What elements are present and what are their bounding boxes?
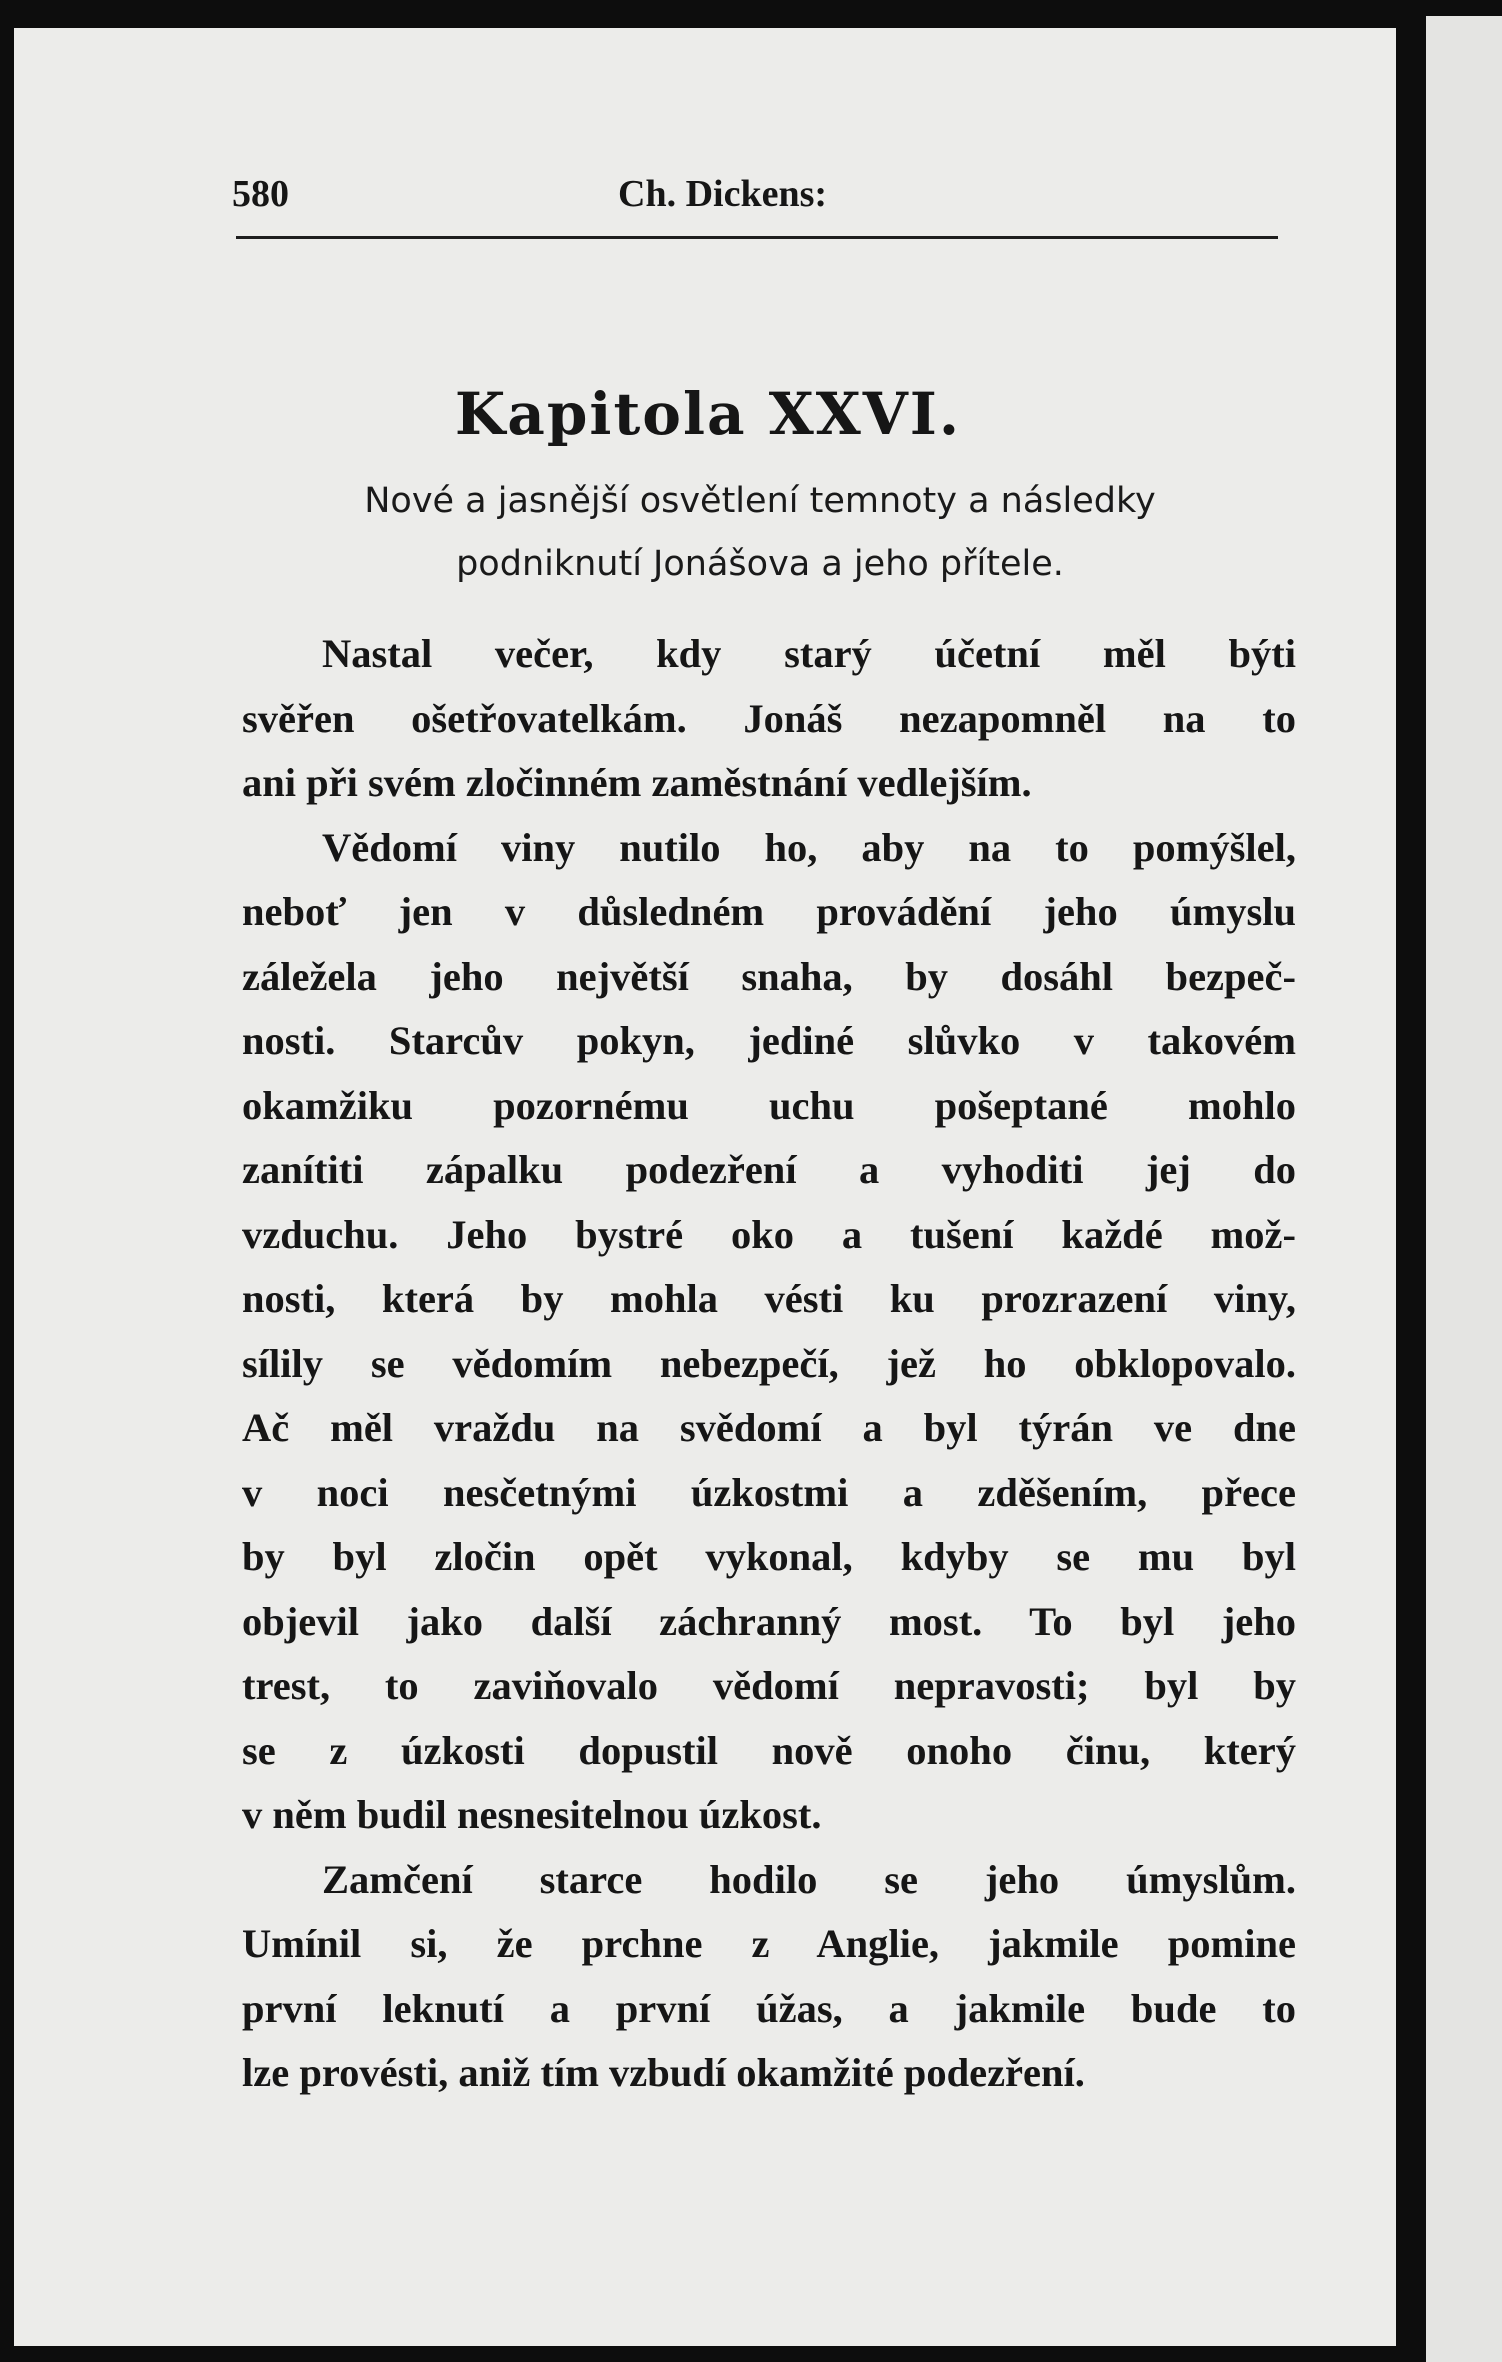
running-head: Ch. Dickens:: [618, 173, 828, 215]
chapter-subtitle-line: Nové a jasnější osvětlení temnoty a následky: [364, 481, 1156, 521]
text-line: první leknutí a první úžas, a jakmile bude to: [242, 1985, 1296, 2031]
paragraph: [242, 816, 1296, 1848]
text-line: ani při svém zločinném zaměstnání vedlejším.: [242, 760, 1032, 805]
page-header: [224, 172, 1278, 232]
text-line: nosti. Starcův pokyn, jediné slůvko v takovém: [242, 1018, 1296, 1063]
chapter-subtitle-line: podniknutí Jonášova a jeho přítele.: [456, 544, 1064, 584]
text-line: neboť jen v důsledném provádění jeho úmyslu: [242, 889, 1296, 934]
text-line: v něm budil nesnesitelnou úzkost.: [242, 1792, 822, 1837]
text-line: se z úzkosti dopustil nově onoho činu, který: [242, 1727, 1296, 1773]
text-line: v noci nesčetnými úzkostmi a zděšením, přece: [242, 1469, 1296, 1515]
text-line: Umínil si, že prchne z Anglie, jakmile pomine: [242, 1921, 1296, 1966]
text-line: lze provésti, aniž tím vzbudí okamžité podezření.: [242, 2050, 1085, 2095]
adjacent-page-edge: [1426, 16, 1502, 2362]
text-line: objevil jako další záchranný most. To byl jeho: [242, 1598, 1296, 1644]
paragraph: [242, 622, 1296, 816]
header-rule: [236, 236, 1278, 239]
text-line: okamžiku pozornému uchu pošeptané mohlo: [242, 1082, 1296, 1128]
text-line: vzduchu. Jeho bystré oko a tušení každé mož-: [242, 1211, 1296, 1257]
chapter-body: [242, 622, 1296, 2106]
text-line: nosti, která by mohla vésti ku prozrazení viny,: [242, 1276, 1296, 1321]
text-line: zanítiti zápalku podezření a vyhoditi jej do: [242, 1147, 1296, 1192]
text-line: trest, to zaviňovalo vědomí nepravosti; byl by: [242, 1663, 1296, 1708]
text-line: sílily se vědomím nebezpečí, jež ho obklopovalo.: [242, 1340, 1296, 1386]
text-line: Ač měl vraždu na svědomí a byl týrán ve dne: [242, 1405, 1296, 1450]
paragraph: [242, 1848, 1296, 2106]
text-line: záležela jeho největší snaha, by dosáhl bezpeč-: [242, 953, 1296, 999]
page-number: 580: [232, 173, 289, 215]
chapter-title: Kapitola XXVI.: [454, 380, 962, 448]
chapter-subtitle: [230, 470, 1290, 596]
text-line: Zamčení starce hodilo se jeho úmyslům.: [322, 1856, 1296, 1902]
text-line: svěřen ošetřovatelkám. Jonáš nezapomněl na to: [242, 695, 1296, 741]
text-line: Nastal večer, kdy starý účetní měl býti: [322, 631, 1296, 676]
text-line: by byl zločin opět vykonal, kdyby se mu byl: [242, 1534, 1296, 1579]
text-line: Vědomí viny nutilo ho, aby na to pomýšlel,: [322, 824, 1296, 870]
